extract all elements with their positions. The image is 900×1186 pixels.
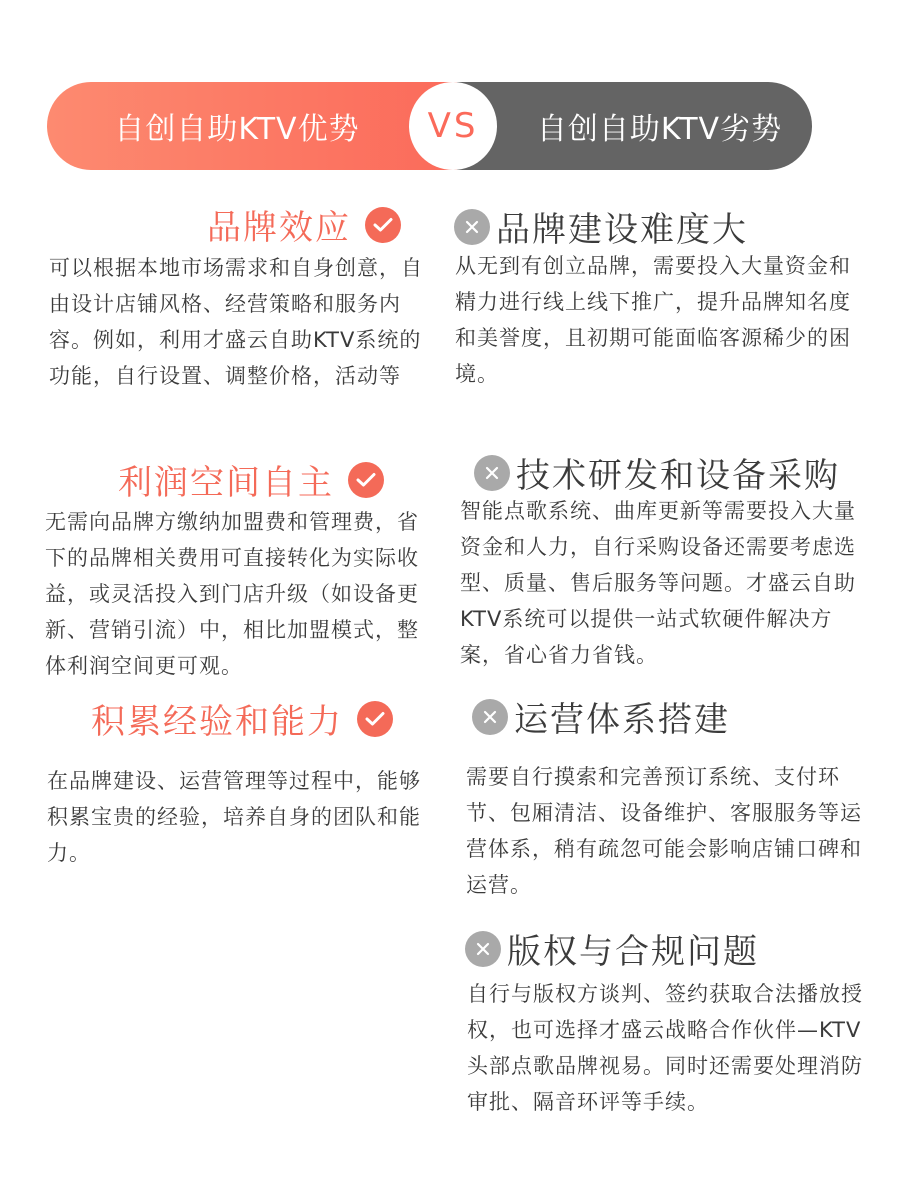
disadvantage-text-copyright: 自行与版权方谈判、签约获取合法播放授权，也可选择才盛云战略合作伙伴—KTV头部点歌品牌视易。同时还需要处理消防审批、隔音环评等手续。 <box>467 982 863 1114</box>
disadvantage-title-operations <box>472 692 730 741</box>
advantage-text-profit: 无需向品牌方缴纳加盟费和管理费，省下的品牌相关费用可直接转化为实际收益，或灵活投入到门店升级（如设备更新、营销引流）中，相比加盟模式，整体利润空间更可观。 <box>45 510 419 678</box>
disadvantage-title-brand-building <box>454 202 748 251</box>
cross-icon <box>472 699 508 735</box>
cross-icon <box>465 931 501 967</box>
vs-label: VS <box>427 106 479 146</box>
advantage-title-brand-effect <box>207 200 401 249</box>
advantage-title-text: 利润空间自主 <box>118 463 334 503</box>
disadvantage-text-operations: 需要自行摸索和完善预订系统、支付环节、包厢清洁、设备维护、客服服务等运营体系，稍有疏忽可能会影响店铺口碑和运营。 <box>466 765 862 897</box>
check-icon <box>365 207 401 243</box>
vs-badge <box>409 82 497 170</box>
disadvantage-title-copyright <box>465 924 759 973</box>
disadvantage-title-text: 品牌建设难度大 <box>496 210 748 250</box>
disadvantages-header-title: 自创自助KTV劣势 <box>536 112 783 147</box>
disadvantage-text-brand-building: 从无到有创立品牌，需要投入大量资金和精力进行线上线下推广，提升品牌知名度和美誉度，且初期可能面临客源稀少的困境。 <box>455 254 851 386</box>
disadvantage-title-text: 技术研发和设备采购 <box>516 456 840 496</box>
advantage-text-brand-effect: 可以根据本地市场需求和自身创意，自由设计店铺风格、经营策略和服务内容。例如，利用才盛云自助KTV系统的功能，自行设置、调整价格，活动等 <box>49 256 423 388</box>
advantages-header-title: 自创自助KTV优势 <box>114 112 360 147</box>
cross-icon <box>474 455 510 491</box>
cross-icon <box>454 209 490 245</box>
disadvantage-text-tech: 智能点歌系统、曲库更新等需要投入大量资金和人力，自行采购设备还需要考虑选型、质量、售后服务等问题。才盛云自助KTV系统可以提供一站式软硬件解决方案，省心省力省钱。 <box>460 499 856 667</box>
disadvantage-title-text: 运营体系搭建 <box>514 700 730 740</box>
advantage-title-experience <box>91 694 393 743</box>
disadvantage-title-text: 版权与合规问题 <box>507 932 759 972</box>
comparison-banner <box>47 82 812 170</box>
advantages-header <box>47 82 467 170</box>
check-icon <box>348 462 384 498</box>
disadvantages-header <box>457 82 812 170</box>
advantage-text-experience: 在品牌建设、运营管理等过程中，能够积累宝贵的经验，培养自身的团队和能力。 <box>47 769 421 865</box>
advantage-title-text: 积累经验和能力 <box>91 702 343 742</box>
check-icon <box>357 701 393 737</box>
advantage-title-text: 品牌效应 <box>207 208 351 248</box>
advantage-title-profit <box>118 455 384 504</box>
disadvantage-title-tech <box>474 448 840 497</box>
